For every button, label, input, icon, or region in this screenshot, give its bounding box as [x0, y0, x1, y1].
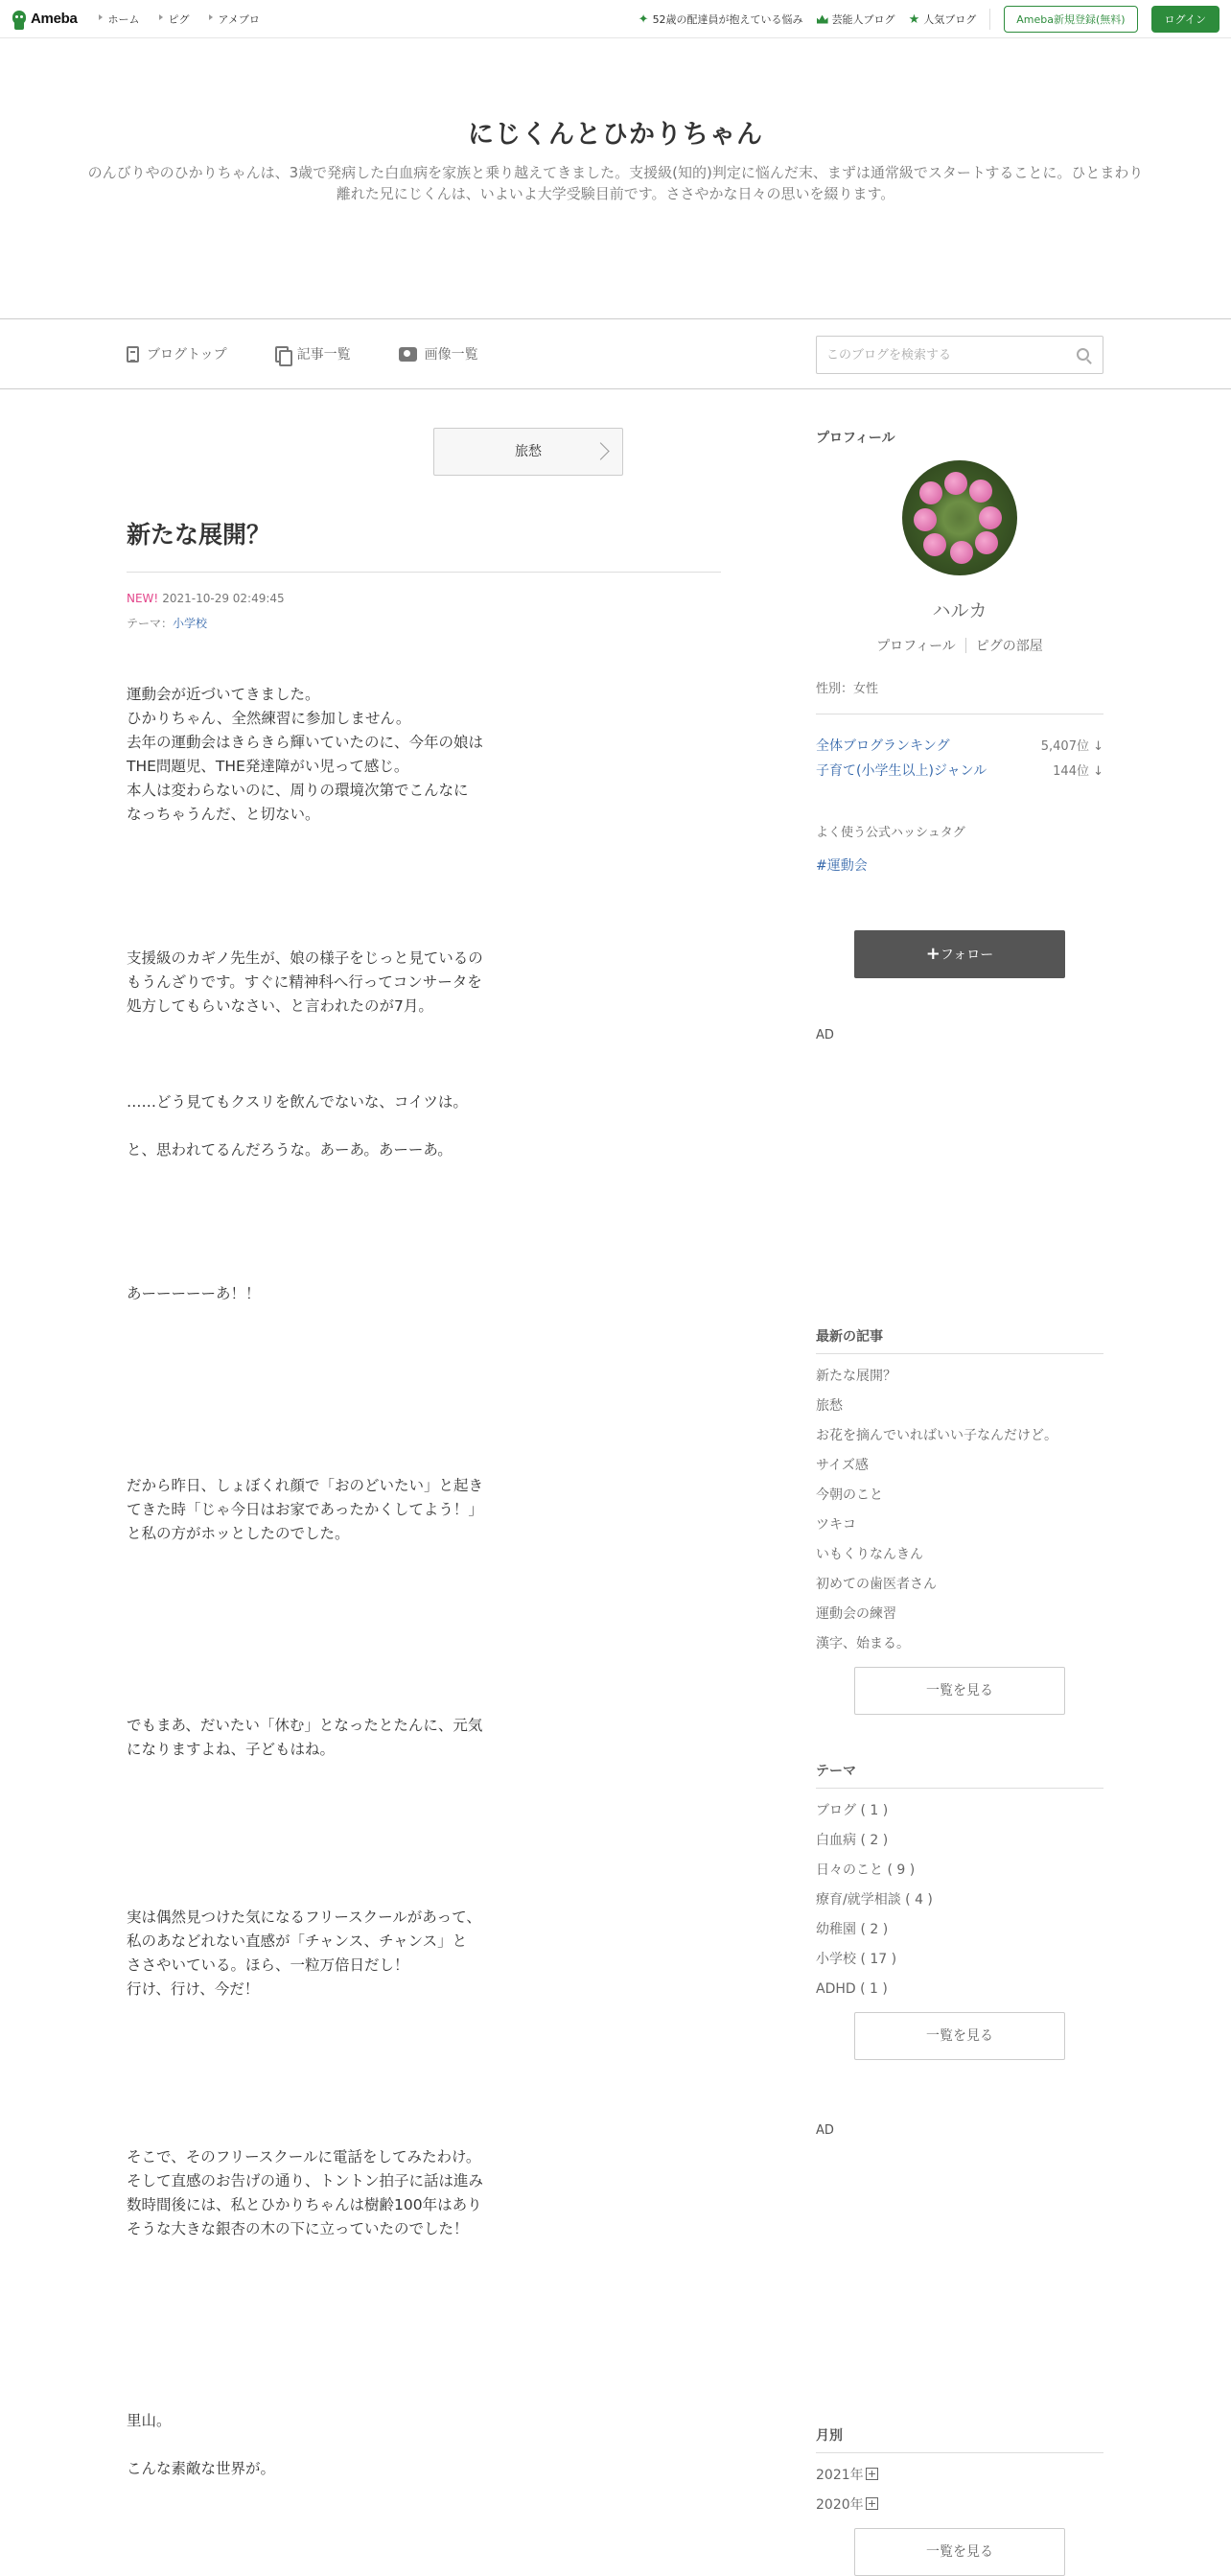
crown-icon — [817, 15, 828, 24]
pigg-room-link[interactable]: ピグの部屋 — [975, 639, 1043, 654]
entry-meta — [127, 592, 721, 605]
document-icon — [127, 346, 139, 363]
expand-icon[interactable] — [866, 2497, 878, 2510]
recent-entry-link[interactable]: 旅愁 — [816, 1398, 843, 1414]
hashtag-heading: よく使う公式ハッシュタグ — [816, 826, 965, 840]
follow-button[interactable] — [854, 930, 1065, 978]
entry-theme-link[interactable]: 小学校 — [173, 617, 208, 630]
ranking-value: 144位 ↓ — [1053, 764, 1103, 779]
ad-label: AD — [816, 2123, 834, 2138]
recent-entry-link[interactable]: 今朝のこと — [816, 1487, 883, 1503]
header-link-popular-label: 人気ブログ — [923, 13, 977, 26]
search-icon[interactable] — [1077, 348, 1089, 361]
monthly-heading: 月別 — [816, 2425, 1103, 2453]
global-nav-home[interactable]: ホーム — [97, 12, 140, 27]
recent-more-button[interactable]: 一覧を見る — [854, 1667, 1065, 1715]
nav-image-list[interactable] — [399, 344, 478, 363]
profile-gender: 性別：女性 — [816, 678, 1103, 714]
main-area — [0, 389, 1231, 2560]
ranking-genre-link[interactable]: 子育て(小学生以上)ジャンル — [816, 763, 987, 779]
chevron-right-icon — [592, 442, 609, 459]
header-link-topic[interactable] — [639, 12, 803, 27]
entry-body — [127, 683, 510, 2481]
avatar-flower — [923, 533, 946, 556]
themes-heading: テーマ — [816, 1761, 1103, 1789]
year-item[interactable] — [816, 2461, 1103, 2491]
blog-title[interactable]: にじくんとひかりちゃん — [468, 120, 763, 150]
profile-link[interactable]: プロフィール — [876, 639, 956, 654]
recent-entry-link[interactable]: サイズ感 — [816, 1458, 869, 1473]
ranking-row — [816, 736, 1103, 755]
blog-nav — [0, 318, 1231, 389]
theme-link[interactable]: ADHD ( 1 ) — [816, 1981, 888, 1997]
nav-image-list-label: 画像一覧 — [424, 347, 478, 363]
recent-entries-list — [816, 1362, 1103, 1659]
entry-paragraph: 運動会が近づいてきました。 ひかりちゃん、全然練習に参加しません。 去年の運動会はきらきら輝いていたのに、今年の娘は THE問題児、THE発達障がい児って感じ。 本人は変わらないのに、周りの環境次第でこんなに なっちゃうんだ、と切ない。 — [127, 686, 484, 823]
entry-theme-prefix: テーマ： — [127, 617, 174, 630]
header-link-celebrity[interactable] — [817, 12, 895, 27]
nav-blog-top[interactable] — [127, 344, 227, 363]
sidebar — [816, 428, 1103, 2576]
monthly-section — [816, 2425, 1103, 2576]
avatar-flower — [979, 506, 1002, 529]
theme-link[interactable]: 幼稚園 ( 2 ) — [816, 1922, 889, 1937]
search-input[interactable] — [826, 348, 1057, 363]
entry-paragraph: ……どう見てもクスリを飲んでないな、コイツは。 と、思われてるんだろうな。あーあ。あーーあ。 — [127, 1093, 468, 1159]
avatar-flower — [969, 480, 992, 503]
avatar-flower — [944, 472, 967, 495]
recent-entry-link[interactable]: ツキコ — [816, 1517, 856, 1533]
entry-paragraph: でもまあ、だいたい「休む」となったとたんに、元気 になりますよね、子どもはね。 — [127, 1717, 483, 1758]
entry-datetime: 2021-10-29 02:49:45 — [162, 592, 285, 605]
year-label: 2021年 — [816, 2468, 864, 2483]
theme-link[interactable]: 療育/就学相談 ( 4 ) — [816, 1892, 933, 1908]
logo-text: Ameba — [31, 11, 78, 27]
avatar-flower — [975, 531, 998, 554]
monthly-more-button[interactable]: 一覧を見る — [854, 2528, 1065, 2576]
theme-link[interactable]: 白血病 ( 2 ) — [816, 1833, 889, 1848]
ad-label: AD — [816, 1028, 834, 1042]
entry-column — [127, 428, 721, 2481]
global-nav-pigg[interactable]: ピグ — [157, 12, 190, 27]
nav-entry-list-label: 記事一覧 — [296, 347, 351, 363]
entry-paragraph: あーーーーーあ！！ — [127, 1285, 261, 1302]
ranking-overall-link[interactable]: 全体ブログランキング — [816, 738, 950, 754]
header-link-popular[interactable] — [909, 12, 977, 27]
recent-entry-link[interactable]: お花を摘んでいればいい子なんだけど。 — [816, 1428, 1057, 1443]
avatar[interactable] — [902, 460, 1017, 575]
entry-paragraph: 実は偶然見つけた気になるフリースクールがあって、 私のあなどれない直感が「チャンス、チャンス」と ささやいている。ほら、一粒万倍日だし！ 行け、行け、今だ！ — [127, 1909, 481, 1998]
ameba-logo[interactable] — [12, 0, 78, 38]
camera-icon — [399, 347, 417, 362]
profile-name[interactable]: ハルカ — [932, 600, 987, 621]
nav-blog-top-label: ブログトップ — [147, 347, 227, 363]
blog-description: のんびりやのひかりちゃんは、3歳で発病した白血病を家族と乗り越えてきました。支援級(知的)判定に悩んだ末、まずは通常級でスタートすることに。ひとまわり離れた兄にじくんは、いよいよ大学受験目前です。ささやかな日々の思いを綴ります。 — [87, 164, 1144, 202]
header-link-celebrity-label: 芸能人ブログ — [831, 13, 895, 26]
expand-icon[interactable] — [866, 2468, 878, 2480]
recent-entry-link[interactable]: 漢字、始まる。 — [816, 1636, 910, 1651]
global-header — [0, 0, 1231, 38]
profile-links-divider — [965, 638, 966, 653]
ranking-list — [816, 736, 1103, 780]
profile-heading: プロフィール — [816, 431, 895, 446]
documents-icon — [275, 346, 290, 363]
global-header-right — [639, 0, 1219, 38]
theme-link[interactable]: ブログ ( 1 ) — [816, 1803, 889, 1818]
hashtag-link[interactable]: #運動会 — [816, 858, 868, 874]
star-icon: ✦ — [638, 12, 649, 27]
themes-list — [816, 1796, 1103, 2004]
register-button[interactable]: Ameba新規登録(無料) — [1004, 6, 1137, 33]
monthly-list — [816, 2461, 1103, 2520]
themes-section — [816, 1761, 1103, 2060]
new-badge: NEW! — [127, 592, 159, 605]
blog-header — [0, 38, 1231, 280]
entry-paragraph: だから昨日、しょぼくれ顔で「おのどいたい」と起き てきた時「じゃ今日はお家であったかくしてよう！」 と私の方がホッとしたのでした。 — [127, 1477, 484, 1542]
follow-button-label: フォロー — [940, 948, 994, 963]
avatar-flower — [914, 508, 937, 531]
recent-entries — [816, 1326, 1103, 1715]
blog-search — [816, 336, 1103, 374]
star-icon: ★ — [908, 12, 920, 27]
avatar-flower — [919, 481, 942, 504]
prev-entry-label: 旅愁 — [515, 444, 542, 459]
entry-paragraph: そこで、そのフリースクールに電話をしてみたわけ。 そして直感のお告げの通り、トントン拍子に話は進み 数時間後には、私とひかりちゃんは樹齢100年はあり そうな大きな銀杏の木の下に立っていたのでした！ — [127, 2148, 484, 2237]
recent-entry-link[interactable]: 初めての歯医者さん — [816, 1577, 937, 1592]
recent-entry-link[interactable]: いもくりなんきん — [816, 1547, 923, 1562]
header-divider — [989, 9, 990, 30]
ameba-mascot-icon — [12, 8, 27, 31]
theme-link[interactable]: 小学校 ( 17 ) — [816, 1952, 897, 1967]
prev-entry-button[interactable] — [433, 428, 623, 476]
recent-entry-link[interactable]: 運動会の練習 — [816, 1606, 896, 1622]
entry-title[interactable]: 新たな展開？ — [127, 516, 721, 573]
global-nav — [97, 12, 260, 27]
login-button[interactable]: ログイン — [1151, 6, 1219, 33]
recent-entry-link[interactable]: 新たな展開？ — [816, 1369, 896, 1384]
recent-entries-heading: 最新の記事 — [816, 1326, 1103, 1354]
entry-theme — [127, 615, 721, 631]
entry-paragraph: 支援級のカギノ先生が、娘の様子をじっと見ているの もうんざりです。すぐに精神科へ行ってコンサータを 処方してもらいなさい、と言われたのが7月。 — [127, 949, 483, 1015]
nav-entry-list[interactable] — [275, 344, 351, 363]
ranking-value: 5,407位 ↓ — [1040, 739, 1103, 754]
themes-more-button[interactable]: 一覧を見る — [854, 2012, 1065, 2060]
global-nav-ameblo[interactable]: アメブロ — [207, 12, 260, 27]
avatar-flower — [950, 541, 973, 564]
year-item[interactable] — [816, 2491, 1103, 2520]
theme-link[interactable]: 日々のこと ( 9 ) — [816, 1862, 916, 1878]
profile-links — [816, 636, 1103, 655]
ranking-row — [816, 761, 1103, 780]
plus-icon: + — [925, 944, 941, 964]
entry-paragraph: 里山。 こんな素敵な世界が。 — [127, 2412, 276, 2477]
year-label: 2020年 — [816, 2497, 864, 2513]
header-link-topic-label: 52歳の配達員が抱えている悩み — [652, 13, 803, 26]
